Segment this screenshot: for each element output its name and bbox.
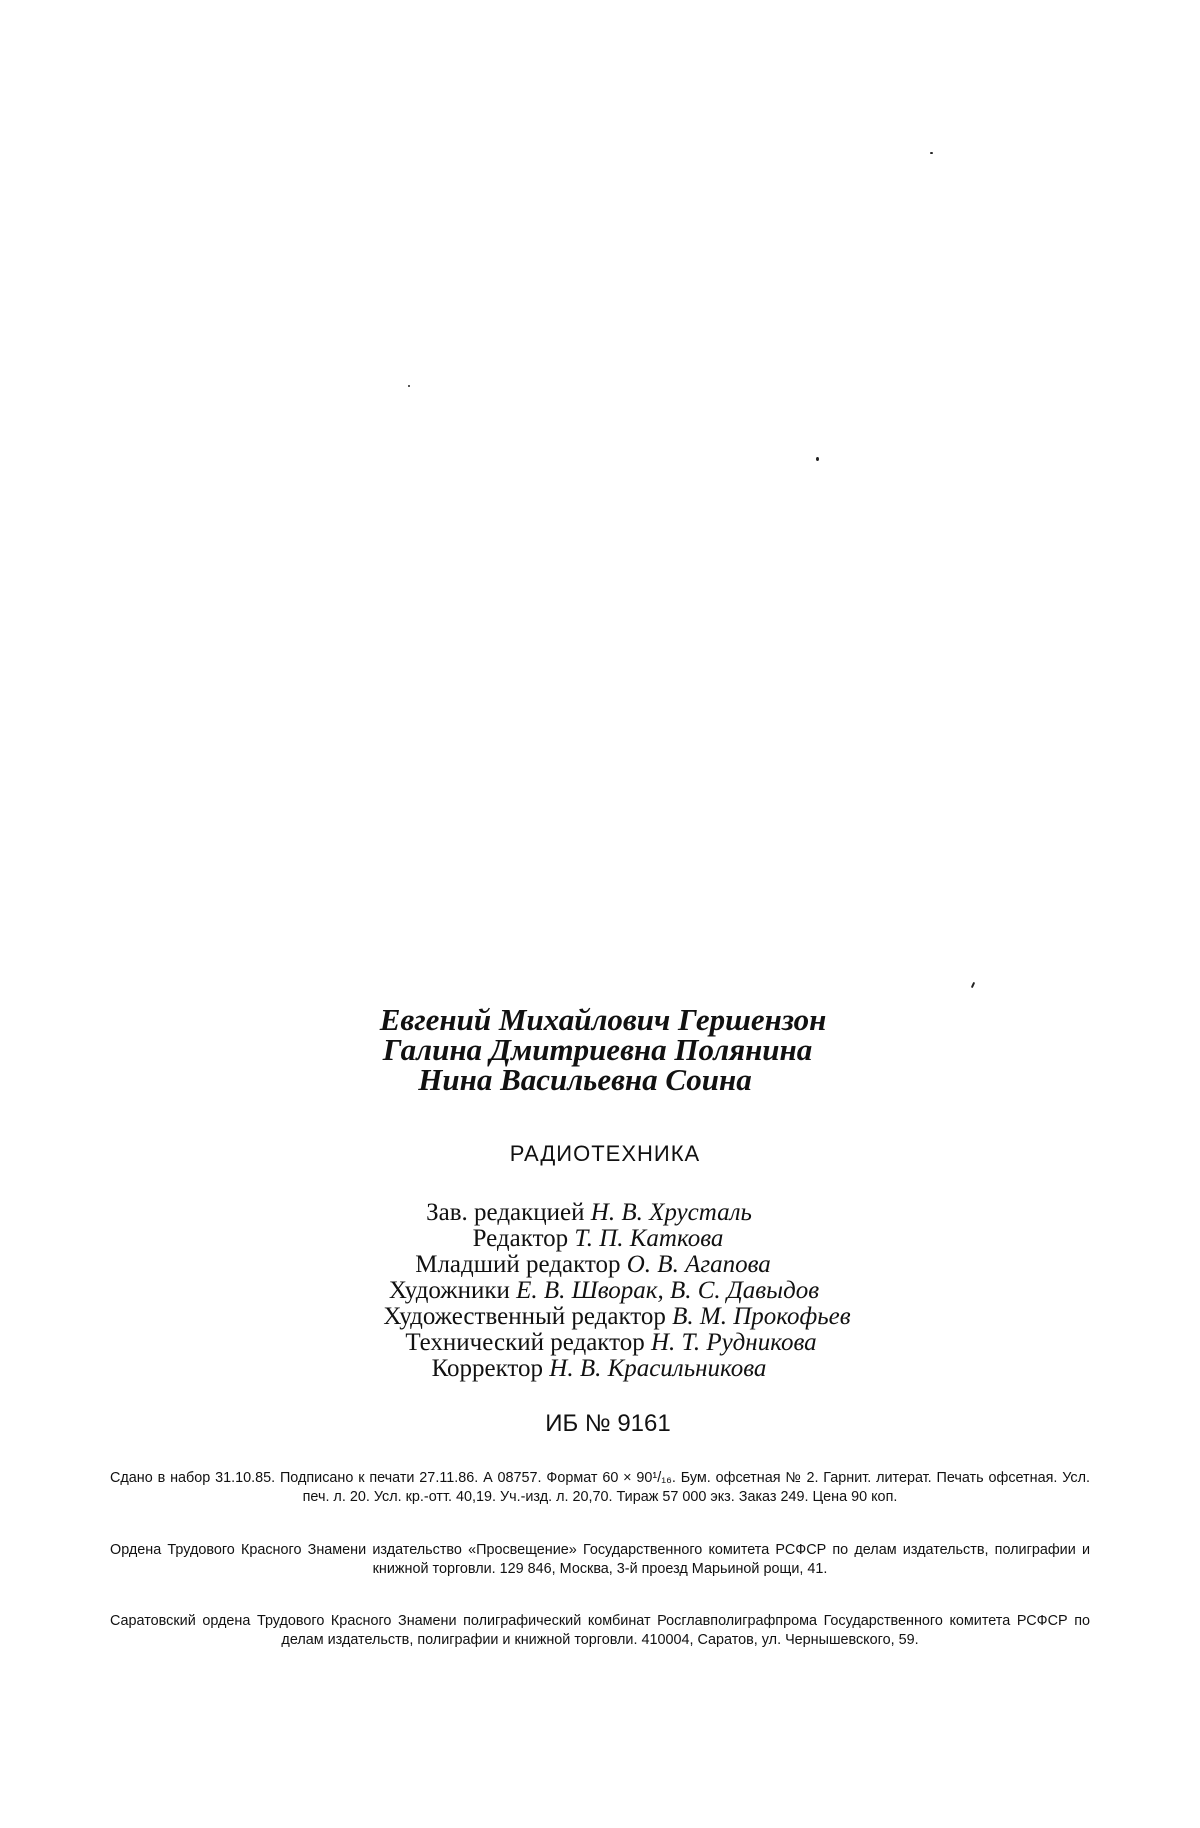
- credit-person: В. М. Прокофьев: [672, 1303, 851, 1330]
- credit-person: Е. В. Шворак, В. С. Давыдов: [516, 1277, 820, 1304]
- imprint-publisher: Ордена Трудового Красного Знамени издательство «Просвещение» Государственного комитета РСФСР по делам издательств, полиграфии и книжной торговли. 129 846, Москва, 3-й проезд Марьиной рощи, 41.: [110, 1542, 1090, 1577]
- authors-block: [0, 1002, 1200, 1097]
- credit-line: [0, 1226, 1200, 1252]
- author-name: Нина Васильевна Соина: [418, 1062, 752, 1097]
- scan-speck: [816, 457, 819, 461]
- credit-person: Н. Т. Рудникова: [650, 1329, 817, 1356]
- credit-role: Зав. редакцией: [426, 1199, 585, 1226]
- credit-role: Технический редактор: [405, 1329, 645, 1356]
- credit-role: Младший редактор: [415, 1251, 621, 1278]
- author-name: Галина Дмитриевна Полянина: [382, 1032, 813, 1067]
- credit-person: Н. В. Хрусталь: [590, 1199, 752, 1226]
- scan-speck: [408, 385, 410, 387]
- credits-block: [0, 1200, 1200, 1382]
- credit-person: О. В. Агапова: [626, 1251, 771, 1278]
- credit-line: [8, 1278, 1200, 1304]
- credit-line: [34, 1304, 1200, 1330]
- imprint-printer: Саратовский ордена Трудового Красного Знамени полиграфический комбинат Росглавполиграфпрома Государственного комитета РСФСР по делам издательств, полиграфии и книжной торговли. 410004, Саратов, ул. Чернышевского, 59.: [110, 1613, 1090, 1648]
- credit-role: Художественный редактор: [383, 1303, 666, 1330]
- credit-role: Корректор: [431, 1355, 544, 1382]
- imprint-printing-details: Сдано в набор 31.10.85. Подписано к печати 27.11.86. А 08757. Формат 60 × 90¹/₁₆. Бум. офсетная № 2. Гарнит. литерат. Печать офсетная. Усл. печ. л. 20. Усл. кр.-отт. 40,19. Уч.-изд. л. 20,70. Тираж 57 000 экз. Заказ 249. Цена 90 коп.: [110, 1470, 1090, 1505]
- scan-speck: [971, 982, 975, 988]
- scan-speck: [930, 152, 933, 154]
- credit-line: [22, 1330, 1200, 1356]
- author-name: Евгений Михайлович Гершензон: [379, 1002, 827, 1037]
- credit-line: [0, 1252, 1200, 1278]
- credit-role: Художники: [388, 1277, 510, 1304]
- ib-number: ИБ № 9161: [545, 1410, 671, 1437]
- credit-role: Редактор: [472, 1225, 569, 1252]
- credit-line: [0, 1356, 1200, 1382]
- credit-person: Т. П. Каткова: [574, 1225, 724, 1252]
- book-title: РАДИОТЕХНИКА: [509, 1141, 701, 1166]
- credit-person: Н. В. Красильникова: [549, 1355, 767, 1382]
- credit-line: [0, 1200, 1200, 1226]
